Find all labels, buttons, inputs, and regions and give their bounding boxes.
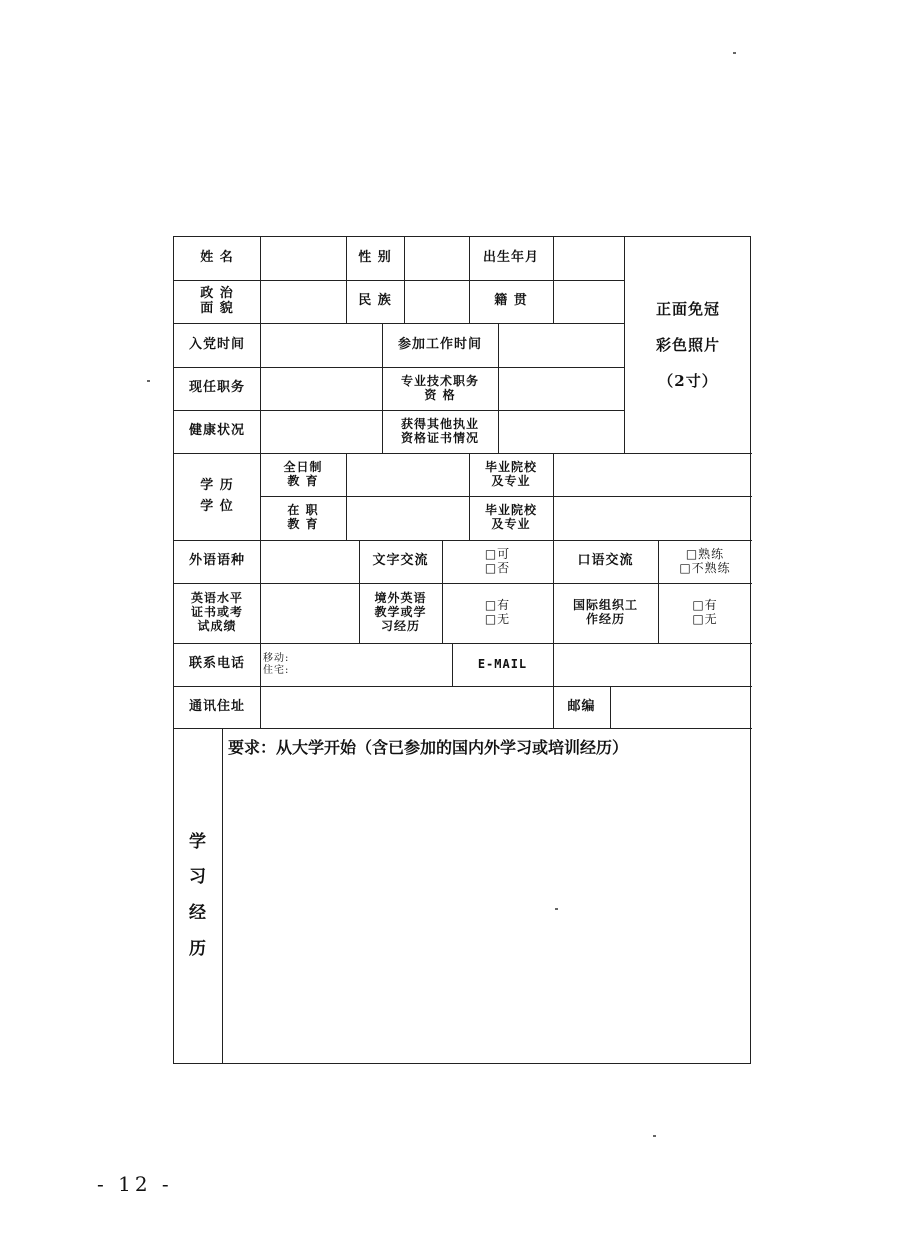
registration-form: [173, 236, 751, 1064]
english-cert-field[interactable]: [260, 583, 359, 643]
ethnic-field[interactable]: [404, 280, 469, 323]
email-field[interactable]: [553, 643, 752, 686]
degree-label: 学 历 学 位: [200, 477, 234, 514]
inservice-field[interactable]: [346, 496, 469, 540]
english-cert-label: 英语水平 证书或考 试成绩: [190, 591, 243, 633]
fulltime-label: 全日制 教 育: [283, 459, 323, 488]
party-time-label: 入党时间: [188, 336, 245, 352]
school1-label: 毕业院校 及专业: [484, 459, 537, 488]
oral-options[interactable]: □熟练 □不熟练: [679, 546, 731, 575]
tech-title-field[interactable]: [498, 367, 624, 410]
name-field[interactable]: [260, 237, 346, 280]
native-field[interactable]: [553, 280, 624, 323]
ethnic-label: 民 族: [358, 293, 392, 309]
school2-field[interactable]: [553, 496, 752, 540]
work-time-field[interactable]: [498, 323, 624, 367]
birth-field[interactable]: [553, 237, 624, 280]
page-number: - 12 -: [97, 1172, 173, 1196]
intl-options[interactable]: □有 □无: [692, 598, 718, 626]
intl-label: 国际组织工 作经历: [572, 598, 638, 626]
tech-title-label: 专业技术职务 资 格: [400, 373, 479, 402]
fulltime-field[interactable]: [346, 453, 469, 496]
written-options[interactable]: □可 □否: [484, 546, 511, 575]
abroad-label: 境外英语 教学或学 习经历: [374, 591, 427, 633]
political-label: 政 治 面 貌: [200, 285, 234, 316]
phone-field[interactable]: 移动: 住宅:: [263, 653, 290, 676]
health-field[interactable]: [260, 410, 382, 453]
abroad-options[interactable]: □有 □无: [484, 598, 511, 626]
party-time-field[interactable]: [260, 323, 382, 367]
email-label: E-MAIL: [477, 656, 528, 671]
oral-label: 口语交流: [577, 553, 634, 569]
phone-label: 联系电话: [188, 656, 245, 672]
other-cert-field[interactable]: [498, 410, 624, 453]
school2-label: 毕业院校 及专业: [484, 503, 537, 531]
position-label: 现任职务: [188, 380, 245, 396]
birth-label: 出生年月: [482, 250, 539, 266]
postcode-field[interactable]: [610, 686, 752, 728]
postcode-label: 邮编: [567, 698, 596, 714]
photo-area: 正面免冠 彩色照片 （2寸）: [655, 300, 720, 390]
native-label: 籍 贯: [494, 293, 528, 309]
study-label: 学 习 经 历: [189, 831, 207, 959]
gender-label: 性 别: [358, 250, 392, 266]
study-requirement: 要求：从大学开始（含已参加的国内外学习或培训经历）: [228, 737, 629, 757]
written-label: 文字交流: [372, 553, 429, 569]
health-label: 健康状况: [188, 423, 245, 439]
other-cert-label: 获得其他执业 资格证书情况: [400, 416, 479, 445]
work-time-label: 参加工作时间: [397, 336, 482, 352]
address-label: 通讯住址: [188, 698, 245, 714]
name-label: 姓 名: [200, 250, 234, 266]
political-field[interactable]: [260, 280, 346, 323]
lang-field[interactable]: [260, 540, 359, 583]
position-field[interactable]: [260, 367, 382, 410]
study-content-area[interactable]: [222, 763, 752, 1063]
school1-field[interactable]: [553, 453, 752, 496]
inservice-label: 在 职 教 育: [287, 503, 319, 531]
lang-label: 外语语种: [188, 553, 245, 569]
gender-field[interactable]: [404, 237, 469, 280]
address-field[interactable]: [260, 686, 553, 728]
